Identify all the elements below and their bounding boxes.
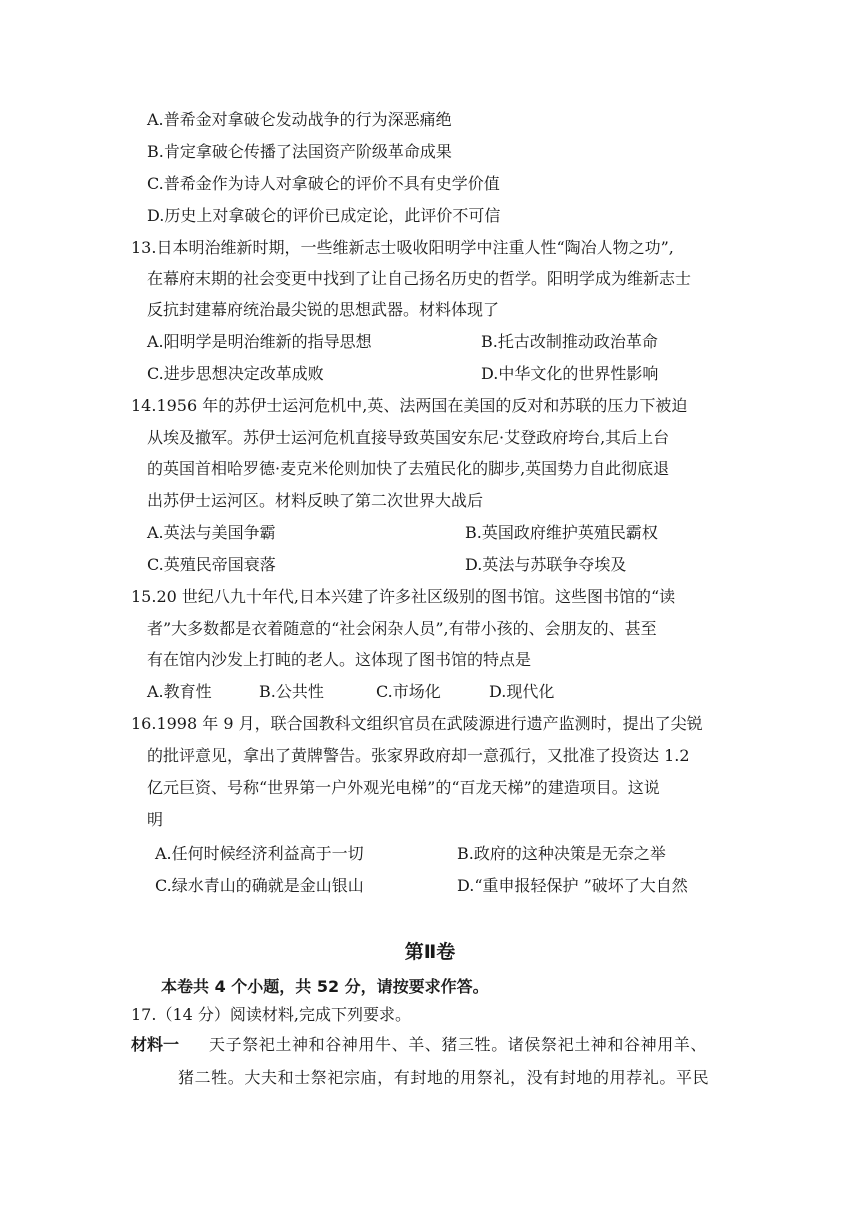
q16-stem-line: 16.1998 年 9 月，联合国教科文组织官员在武陵源进行遗产监测时，提出了尖锐 xyxy=(131,714,703,733)
q14-stem-line: 14.1956 年的苏伊士运河危机中,英、法两国在美国的反对和苏联的压力下被迫 xyxy=(131,396,688,415)
q14-stem-line: 出苏伊士运河区。材料反映了第二次世界大战后 xyxy=(147,491,484,510)
q15-stem-line: 15.20 世纪八九十年代,日本兴建了许多社区级别的图书馆。这些图书馆的“读 xyxy=(131,587,676,606)
section-instruction: 本卷共 4 个小题，共 52 分，请按要求作答。 xyxy=(161,977,489,996)
q13-option-c: C.进步思想决定改革成败 xyxy=(147,364,324,383)
q13-stem-line: 在幕府末期的社会变更中找到了让自己扬名历史的哲学。阳明学成为维新志士 xyxy=(147,269,692,288)
material-text-line: 天子祭祀土神和谷神用牛、羊、猪三牲。诸侯祭祀土神和谷神用羊、 xyxy=(209,1035,708,1054)
material-text-line: 猪二牲。大夫和士祭祀宗庙，有封地的用祭礼，没有封地的用荐礼。平民 xyxy=(178,1068,710,1087)
q15-option-c: C.市场化 xyxy=(376,682,441,701)
q13-stem-line: 反抗封建幕府统治最尖锐的思想武器。材料体现了 xyxy=(147,300,500,319)
q15-option-d: D.现代化 xyxy=(489,682,555,701)
q14-option-b: B.英国政府维护英殖民霸权 xyxy=(465,523,658,542)
q16-stem-line: 的批评意见，拿出了黄牌警告。张家界政府却一意孤行，又批准了投资达 1.2 xyxy=(147,746,690,765)
q13-option-b: B.托古改制推动政治革命 xyxy=(481,332,658,351)
q14-option-a: A.英法与美国争霸 xyxy=(147,523,276,542)
q14-stem-line: 从埃及撤军。苏伊士运河危机直接导致英国安东尼·艾登政府垮台,其后上台 xyxy=(147,428,670,447)
q16-option-d: D.“重申报轻保护 ”破坏了大自然 xyxy=(457,876,688,895)
q12-option-c: C.普希金作为诗人对拿破仑的评价不具有史学价值 xyxy=(147,174,500,193)
q14-option-c: C.英殖民帝国衰落 xyxy=(147,555,276,574)
q15-stem-line: 者”大多数都是衣着随意的“社会闲杂人员”,有带小孩的、会朋友的、甚至 xyxy=(147,619,657,638)
q13-stem-line: 13.日本明治维新时期，一些维新志士吸收阳明学中注重人性“陶冶人物之功”, xyxy=(131,238,674,257)
q13-option-a: A.阳明学是明治维新的指导思想 xyxy=(147,332,372,351)
q16-option-a: A.任何时候经济利益高于一切 xyxy=(155,844,364,863)
material-label: 材料一 xyxy=(131,1035,180,1054)
q17-stem: 17.（14 分）阅读材料,完成下列要求。 xyxy=(131,1005,411,1024)
q14-stem-line: 的英国首相哈罗德·麦克米伦则加快了去殖民化的脚步,英国势力自此彻底退 xyxy=(147,459,670,478)
q13-option-d: D.中华文化的世界性影响 xyxy=(481,364,659,383)
q16-option-b: B.政府的这种决策是无奈之举 xyxy=(457,844,666,863)
section-title: 第Ⅱ卷 xyxy=(404,941,456,963)
q16-stem-line: 亿元巨资、号称“世界第一户外观光电梯”的“百龙天梯”的建造项目。这说 xyxy=(147,778,660,797)
q12-option-b: B.肯定拿破仑传播了法国资产阶级革命成果 xyxy=(147,142,452,161)
q14-option-d: D.英法与苏联争夺埃及 xyxy=(465,555,627,574)
q12-option-a: A.普希金对拿破仑发动战争的行为深恶痛绝 xyxy=(147,110,452,129)
q16-stem-line: 明 xyxy=(147,810,164,829)
q15-option-a: A.教育性 xyxy=(147,682,212,701)
q15-option-b: B.公共性 xyxy=(259,682,324,701)
q12-option-d: D.历史上对拿破仑的评价已成定论，此评价不可信 xyxy=(147,206,501,225)
q15-stem-line: 有在馆内沙发上打盹的老人。这体现了图书馆的特点是 xyxy=(147,650,532,669)
q16-option-c: C.绿水青山的确就是金山银山 xyxy=(155,876,364,895)
